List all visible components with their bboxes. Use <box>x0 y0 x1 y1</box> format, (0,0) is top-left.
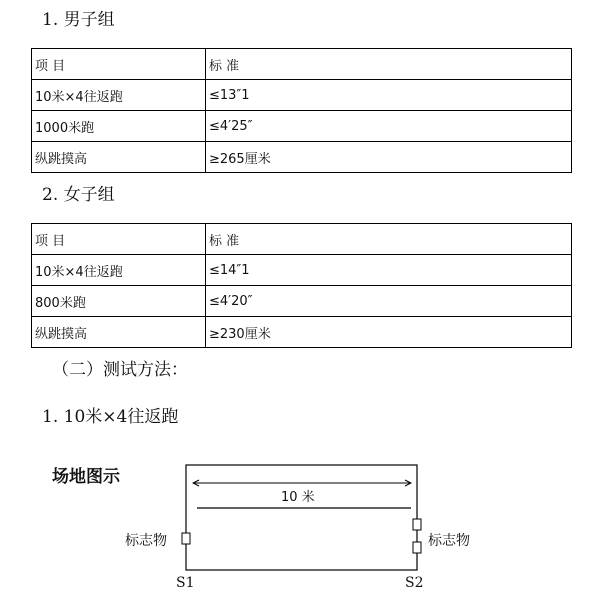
test-method-heading: （二）测试方法： <box>52 360 188 380</box>
women-group-heading: 2. 女子组 <box>42 185 115 205</box>
table-header-row <box>32 224 572 255</box>
field-boundary <box>186 465 417 570</box>
distance-label: 10 米 <box>281 490 315 505</box>
standard-cell: ≤4′20″ <box>206 286 572 317</box>
right-marker-lower <box>413 542 421 553</box>
table-row <box>32 255 572 286</box>
item-cell: 纵跳摸高 <box>32 317 206 348</box>
standard-cell: ≥230厘米 <box>206 317 572 348</box>
standard-cell: ≤13″1 <box>206 80 572 111</box>
shuttle-run-heading: 1. 10米×4往返跑 <box>42 407 179 427</box>
standard-cell: ≤14″1 <box>206 255 572 286</box>
field-diagram <box>0 450 603 610</box>
start-point-s2: S2 <box>405 575 424 591</box>
item-cell: 1000米跑 <box>32 111 206 142</box>
table-row <box>32 80 572 111</box>
table-row <box>32 142 572 173</box>
left-marker <box>182 533 190 544</box>
item-cell: 10米×4往返跑 <box>32 80 206 111</box>
standard-cell: ≤4′25″ <box>206 111 572 142</box>
header-standard: 标 准 <box>206 224 572 255</box>
standard-cell: ≥265厘米 <box>206 142 572 173</box>
women-standards-table <box>31 223 572 348</box>
header-standard: 标 准 <box>206 49 572 80</box>
left-marker-label: 标志物 <box>125 533 167 549</box>
table-row <box>32 317 572 348</box>
item-cell: 纵跳摸高 <box>32 142 206 173</box>
right-marker-label: 标志物 <box>428 533 470 549</box>
men-group-heading: 1. 男子组 <box>42 10 115 30</box>
header-item: 项 目 <box>32 224 206 255</box>
men-standards-table <box>31 48 572 173</box>
header-item: 项 目 <box>32 49 206 80</box>
table-row <box>32 111 572 142</box>
start-point-s1: S1 <box>176 575 195 591</box>
item-cell: 800米跑 <box>32 286 206 317</box>
site-diagram-title: 场地图示 <box>52 467 120 487</box>
table-header-row <box>32 49 572 80</box>
right-marker-upper <box>413 519 421 530</box>
table-row <box>32 286 572 317</box>
item-cell: 10米×4往返跑 <box>32 255 206 286</box>
